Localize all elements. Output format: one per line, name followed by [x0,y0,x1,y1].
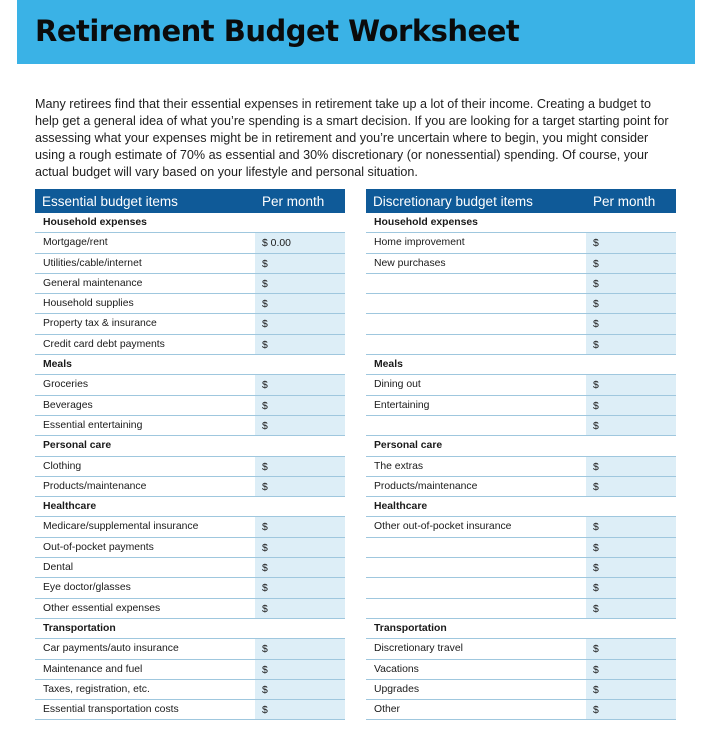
section-heading-row [35,213,345,233]
budget-item-row [35,233,345,253]
item-label: Upgrades [374,683,420,695]
item-label: Groceries [43,379,89,391]
amount-field[interactable]: $ [255,680,345,699]
item-label [366,294,586,313]
amount-field[interactable]: $ [586,254,676,273]
amount-field[interactable]: $ [586,700,676,719]
amount-field[interactable]: $ [586,639,676,658]
budget-item-row [35,700,345,720]
amount-field[interactable]: $ [255,254,345,273]
section-heading-row [35,497,345,517]
budget-item-row [35,396,345,416]
item-label: Products/maintenance [43,480,147,492]
discretionary-header-label: Discretionary budget items [373,193,533,209]
budget-item-row [366,639,676,659]
budget-item-row [35,477,345,497]
amount-field[interactable]: $ [586,558,676,577]
budget-item-row [35,335,345,355]
budget-item-row [35,680,345,700]
item-label: Other out-of-pocket insurance [374,521,512,533]
essential-table-header [35,189,345,213]
item-label [366,599,586,618]
budget-item-row [366,375,676,395]
section-heading-row [366,436,676,456]
item-label: Other [374,704,400,716]
budget-item-row [366,335,676,355]
essential-header-label: Essential budget items [42,193,178,209]
item-label [366,335,586,354]
page-title: Retirement Budget Worksheet [35,14,520,48]
section-heading: Household expenses [43,217,147,228]
item-label: General maintenance [43,277,143,289]
discretionary-budget-table [366,189,676,720]
budget-item-row [35,517,345,537]
budget-item-row [366,700,676,720]
budget-item-row [35,599,345,619]
item-label: New purchases [374,257,446,269]
section-heading: Meals [43,359,72,371]
section-heading: Healthcare [374,501,428,513]
item-label [366,274,586,293]
section-heading-row [35,619,345,639]
budget-item-row [366,457,676,477]
amount-field[interactable]: $ [586,335,676,354]
amount-field[interactable]: $ [255,274,345,293]
item-label: Essential entertaining [43,419,143,431]
amount-field[interactable]: $ [255,660,345,679]
amount-field[interactable]: $ [255,639,345,658]
item-label: Property tax & insurance [43,318,157,330]
item-label: Other essential expenses [43,602,161,614]
amount-field[interactable]: $ [586,396,676,415]
item-label: Entertaining [374,399,430,411]
item-label: Household supplies [43,298,134,310]
section-heading-row [35,355,345,375]
item-label: Medicare/supplemental insurance [43,521,199,533]
item-label: Products/maintenance [374,480,478,492]
amount-field[interactable]: $ [586,375,676,394]
amount-field[interactable]: $ [586,457,676,476]
item-label: Dental [43,562,74,574]
budget-item-row [35,254,345,274]
budget-item-row [35,660,345,680]
amount-field[interactable]: $ [255,416,345,435]
item-label: Taxes, registration, etc. [43,683,150,695]
budget-item-row [35,578,345,598]
title-banner [17,0,695,64]
section-heading-row [366,213,676,233]
amount-field[interactable]: $ [255,375,345,394]
item-label: Clothing [43,460,82,472]
discretionary-table-header [366,189,676,213]
amount-field[interactable]: $ [586,477,676,496]
budget-item-row [35,639,345,659]
section-heading: Healthcare [43,501,97,513]
amount-field[interactable]: $ [586,517,676,536]
amount-field[interactable]: $ [255,700,345,719]
amount-field[interactable]: $ [255,457,345,476]
budget-item-row [366,254,676,274]
item-label: The extras [374,460,424,472]
section-heading: Transportation [43,622,116,634]
budget-item-row [366,274,676,294]
item-label: Dining out [374,379,421,391]
item-label: Out-of-pocket payments [43,541,154,553]
amount-field[interactable]: $ [586,233,676,252]
item-label [366,558,586,577]
section-heading: Meals [374,359,403,371]
budget-item-row [35,558,345,578]
section-heading-row [35,436,345,456]
budget-item-row [366,294,676,314]
section-heading: Transportation [374,622,447,634]
discretionary-per-month-header: Per month [593,193,656,209]
section-heading: Household expenses [374,217,478,228]
budget-item-row [366,558,676,578]
essential-per-month-header: Per month [262,193,325,209]
item-label: Credit card debt payments [43,338,165,350]
item-label: Car payments/auto insurance [43,643,179,655]
budget-item-row [35,416,345,436]
amount-field[interactable]: $ [586,294,676,313]
item-label: Vacations [374,663,419,675]
section-heading-row [366,619,676,639]
budget-item-row [366,680,676,700]
discretionary-table-body [366,213,676,720]
budget-item-row [35,457,345,477]
item-label [366,578,586,597]
section-heading-row [366,497,676,517]
item-label: Beverages [43,399,93,411]
item-label: Mortgage/rent [43,237,108,249]
item-label: Home improvement [374,237,465,249]
amount-field[interactable]: $ [255,558,345,577]
amount-field[interactable]: $ [586,416,676,435]
budget-item-row [366,599,676,619]
amount-field[interactable]: $ [586,680,676,699]
amount-field[interactable]: $ [255,517,345,536]
item-label [366,314,586,333]
amount-field[interactable]: $ [255,578,345,597]
item-label: Maintenance and fuel [43,663,143,675]
budget-item-row [35,294,345,314]
budget-item-row [35,375,345,395]
amount-field[interactable]: $ [255,294,345,313]
item-label: Essential transportation costs [43,704,179,716]
amount-field[interactable]: $ 0.00 [255,233,345,252]
section-heading: Personal care [43,440,112,452]
amount-field[interactable]: $ [255,314,345,333]
amount-field[interactable]: $ [255,335,345,354]
section-heading: Personal care [374,440,443,452]
item-label [366,538,586,557]
amount-field[interactable]: $ [255,538,345,557]
budget-item-row [366,477,676,497]
amount-field[interactable]: $ [255,396,345,415]
amount-field[interactable]: $ [586,660,676,679]
budget-item-row [366,314,676,334]
amount-field[interactable]: $ [255,599,345,618]
amount-field[interactable]: $ [586,274,676,293]
budget-item-row [366,396,676,416]
budget-item-row [366,578,676,598]
amount-field[interactable]: $ [586,314,676,333]
amount-field[interactable]: $ [586,578,676,597]
essential-table-body [35,213,345,720]
budget-item-row [35,274,345,294]
budget-item-row [35,538,345,558]
budget-item-row [366,517,676,537]
budget-item-row [35,314,345,334]
section-heading-row [366,355,676,375]
item-label: Utilities/cable/internet [43,257,142,269]
budget-item-row [366,233,676,253]
item-label: Eye doctor/glasses [43,582,131,594]
amount-field[interactable]: $ [255,477,345,496]
budget-item-row [366,416,676,436]
essential-budget-table [35,189,345,720]
amount-field[interactable]: $ [586,599,676,618]
budget-item-row [366,538,676,558]
item-label [366,416,586,435]
intro-paragraph: Many retirees find that their essential expenses in retirement take up a lot of their income. Creating a budget to help get a general idea of what you’re spending is a smart decision. If you are looking for a target starting point for assessing what your expenses might be in retirement and you’re uncertain where to begin, you might consider using a rough estimate of 70% as essential and 30% discretionary (or nonessential) spending. Of course, your actual budget will vary based on your lifestyle and personal situation. [35,97,669,179]
item-label: Discretionary travel [374,643,463,655]
amount-field[interactable]: $ [586,538,676,557]
budget-item-row [366,660,676,680]
